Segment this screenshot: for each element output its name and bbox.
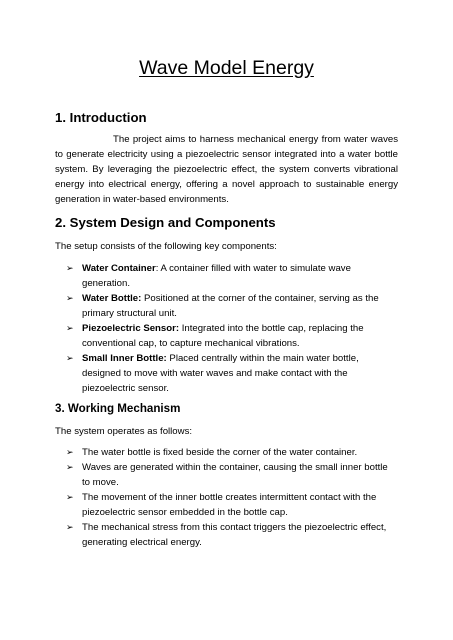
list-item (66, 520, 396, 550)
working-mechanism-lead: The system operates as follows: (55, 426, 193, 437)
mechanism-list (66, 445, 396, 550)
introduction-text: The project aims to harness mechanical energy from water waves to generate electricity using a piezoelectric sensor integrated into a water bottle system. By leveraging the piezoelectric effect, the system converts vibrational energy into electrical energy, offering a novel approach to sustainable energy generation in water-based environments. (55, 134, 398, 205)
document-title: Wave Model Energy (139, 57, 314, 79)
list-item-text: Positioned at the corner of the container, serving as the primary structural unit. (82, 293, 379, 319)
introduction-paragraph (55, 132, 398, 207)
list-item-text: Integrated into the bottle cap, replacing the conventional cap, to capture mechanical vibrations. (82, 323, 364, 349)
arrow-bullet-icon: ➢ (66, 323, 74, 333)
list-item-term: Water Bottle: (82, 293, 142, 304)
list-item (66, 351, 396, 396)
list-item (66, 460, 396, 490)
section-heading-introduction: 1. Introduction (55, 110, 147, 125)
arrow-bullet-icon: ➢ (66, 492, 74, 502)
arrow-bullet-icon: ➢ (66, 447, 74, 457)
arrow-bullet-icon: ➢ (66, 293, 74, 303)
section-heading-working-mechanism: 3. Working Mechanism (55, 402, 181, 415)
list-item-text: The movement of the inner bottle creates intermittent contact with the piezoelectric sensor embedded in the bottle cap. (82, 492, 377, 518)
list-item-sep: : (155, 263, 159, 274)
list-item-term: Small Inner Bottle: (82, 353, 167, 364)
arrow-bullet-icon: ➢ (66, 462, 74, 472)
arrow-bullet-icon: ➢ (66, 263, 74, 273)
system-design-lead: The setup consists of the following key components: (55, 241, 277, 252)
arrow-bullet-icon: ➢ (66, 353, 74, 363)
list-item-text: Placed centrally within the main water bottle, designed to move with water waves and make contact with the piezoelectric sensor. (82, 353, 359, 394)
list-item (66, 261, 396, 291)
list-item-text: A container filled with water to simulate wave generation. (82, 263, 351, 289)
list-item-term: Water Container (82, 263, 156, 274)
arrow-bullet-icon: ➢ (66, 522, 74, 532)
list-item-text: Waves are generated within the container, causing the small inner bottle to move. (82, 462, 388, 488)
list-item-term: Piezoelectric Sensor: (82, 323, 180, 334)
list-item (66, 445, 396, 460)
list-item-text: The water bottle is fixed beside the corner of the water container. (82, 447, 358, 458)
list-item (66, 291, 396, 321)
list-item (66, 490, 396, 520)
list-item-text: The mechanical stress from this contact triggers the piezoelectric effect, generating electrical energy. (82, 522, 387, 548)
section-heading-system-design: 2. System Design and Components (55, 215, 276, 230)
list-item (66, 321, 396, 351)
components-list (66, 261, 396, 396)
